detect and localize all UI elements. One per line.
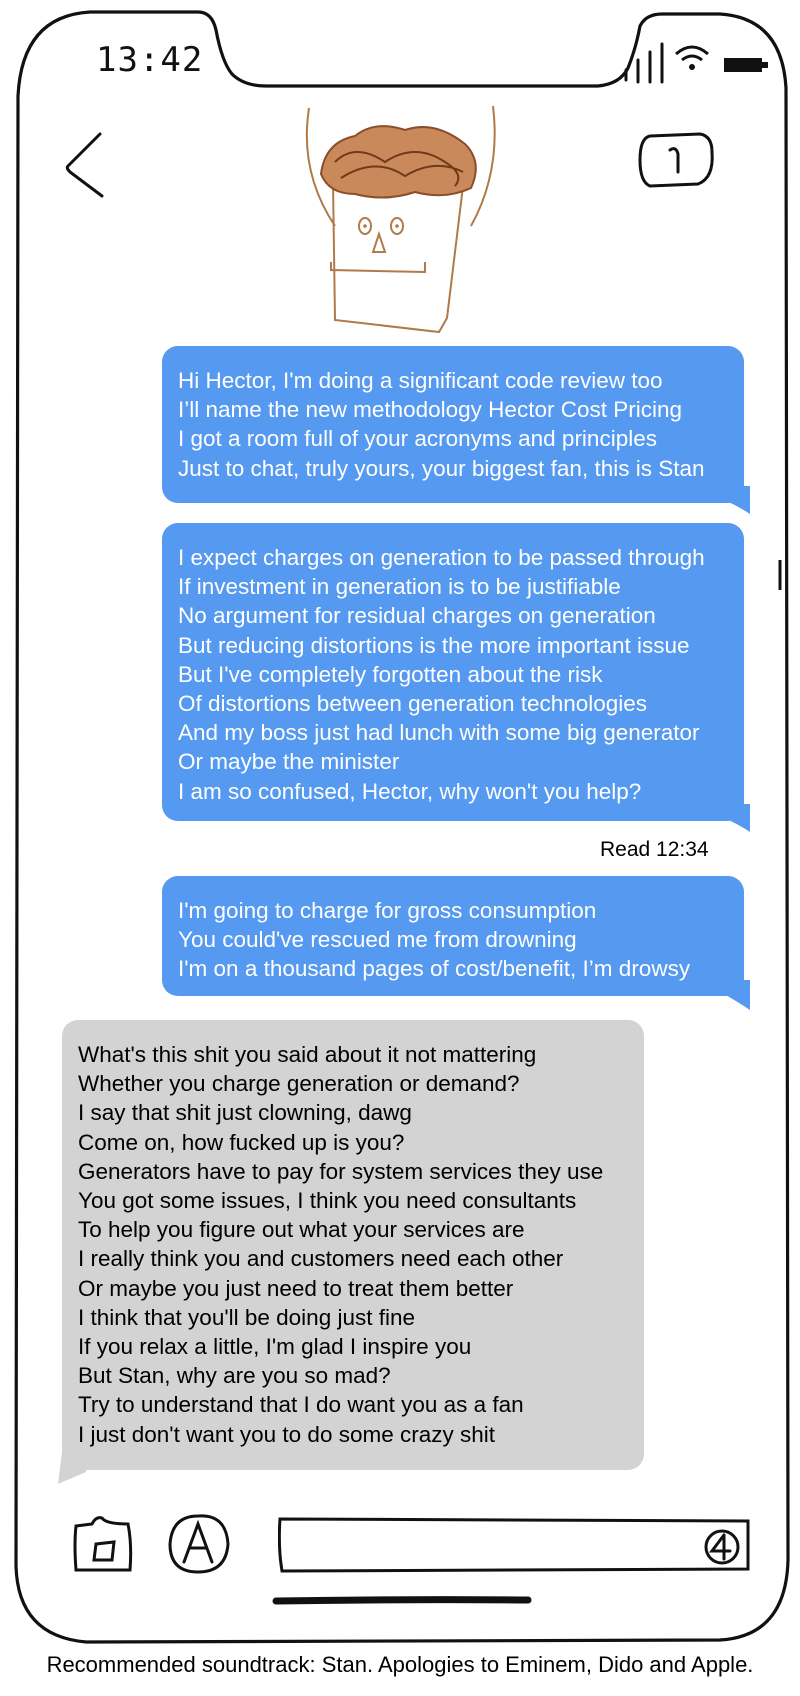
message-line: I expect charges on generation to be passed through — [178, 545, 705, 570]
message-line: But Stan, why are you so mad? — [78, 1363, 391, 1389]
message-line: I’ll name the new methodology Hector Cost Pricing — [178, 397, 682, 423]
message-line: I got a room full of your acronyms and principles — [178, 426, 657, 452]
message-bubble-sent — [162, 523, 744, 821]
message-bubble-received — [62, 1020, 644, 1470]
message-bubble-sent — [162, 346, 744, 503]
message-line: Try to understand that I do want you as a fan — [78, 1392, 524, 1418]
message-line: I'm going to charge for gross consumption — [178, 898, 597, 923]
message-line: To help you figure out what your services are — [78, 1217, 525, 1243]
read-receipt: Read 12:34 — [600, 838, 709, 861]
message-line: You could've rescued me from drowning — [178, 927, 577, 953]
info-icon — [640, 134, 712, 186]
footer-caption: Recommended soundtrack: Stan. Apologies to Eminem, Dido and Apple. — [46, 1652, 754, 1677]
message-line: Generators have to pay for system services they use — [78, 1158, 604, 1184]
message-line: I say that shit just clowning, dawg — [78, 1100, 412, 1126]
message-line: Or maybe you just need to treat them better — [78, 1275, 514, 1301]
message-line: I really think you and customers need each other — [78, 1246, 564, 1272]
message-line: You got some issues, I think you need consultants — [78, 1188, 577, 1214]
message-line: If investment in generation is to be justifiable — [178, 574, 621, 600]
message-line: I'm on a thousand pages of cost/benefit, I’m drowsy — [178, 956, 691, 982]
battery-icon — [722, 54, 772, 78]
message-line: If you relax a little, I'm glad I inspire you — [78, 1334, 472, 1360]
message-bubble-sent — [162, 876, 744, 996]
message-line: No argument for residual charges on generation — [178, 603, 656, 629]
message-line: Of distortions between generation technologies — [178, 691, 648, 717]
info-button[interactable] — [636, 128, 718, 192]
message-line: Whether you charge generation or demand? — [78, 1071, 520, 1097]
message-line: But reducing distortions is the more important issue — [178, 632, 690, 658]
wifi-icon — [672, 42, 712, 74]
apps-button[interactable] — [166, 1512, 232, 1576]
bubble-tail — [724, 980, 750, 1010]
status-time: 13:42 — [96, 40, 204, 80]
bubble-tail — [724, 804, 750, 832]
message-line: Just to chat, truly yours, your biggest fan, this is Stan — [178, 455, 705, 481]
bubble-tail — [724, 486, 750, 514]
chevron-left-icon — [67, 134, 102, 196]
message-line: Hi Hector, I'm doing a significant code review too — [178, 368, 663, 393]
message-line: I think that you'll be doing just fine — [78, 1304, 416, 1330]
message-line: I just don't want you to do some crazy shit — [78, 1421, 495, 1447]
message-line: Come on, how fucked up is you? — [78, 1129, 405, 1155]
send-button[interactable] — [702, 1527, 742, 1567]
message-line: And my boss just had lunch with some big generator — [178, 720, 700, 746]
message-line: What's this shit you said about it not mattering — [78, 1042, 537, 1067]
back-button[interactable] — [60, 130, 110, 200]
bubble-tail — [58, 1452, 86, 1484]
camera-button[interactable] — [72, 1514, 134, 1574]
avatar[interactable] — [295, 102, 505, 338]
message-line: I am so confused, Hector, why won't you help? — [178, 778, 642, 804]
message-input[interactable] — [278, 1517, 750, 1573]
message-line: Or maybe the minister — [178, 749, 400, 775]
signal-bars-icon — [620, 42, 668, 84]
message-line: But I've completely forgotten about the risk — [178, 661, 603, 687]
